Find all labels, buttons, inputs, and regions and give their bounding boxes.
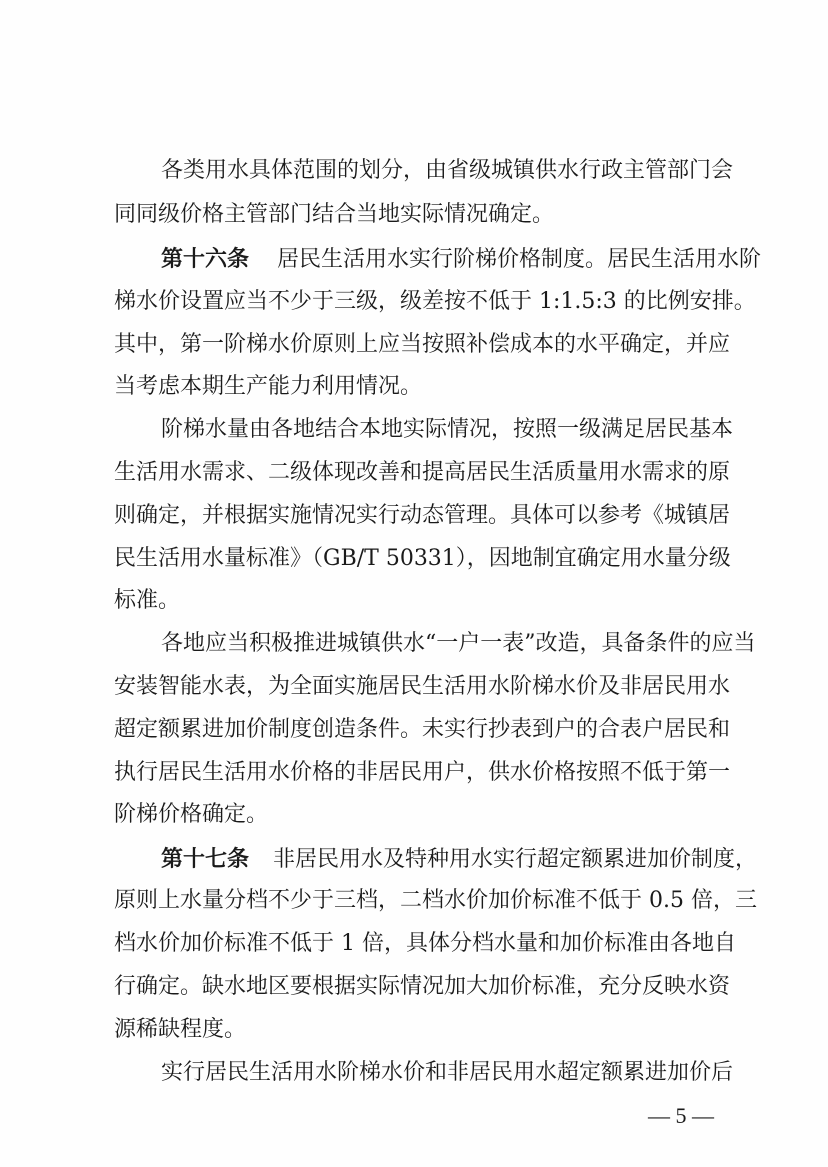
article-17-line-4: 行确定。缺水地区要根据实际情况加大加价标准，充分反映水资	[114, 974, 731, 999]
article-16-heading: 第十六条	[161, 246, 250, 272]
paragraph-4-line-2: 安装智能水表，为全面实施居民生活用水阶梯水价及非居民用水	[114, 674, 731, 699]
article-16-line-1	[161, 246, 762, 272]
paragraph-4-line-4: 执行居民生活用水价格的非居民用户，供水价格按照不低于第一	[114, 760, 731, 785]
paragraph-4-line-5: 阶梯价格确定。	[114, 802, 269, 827]
article-17-line-3: 档水价加价标准不低于 1 倍，具体分档水量和加价标准由各地自	[114, 931, 736, 956]
paragraph-1-line-1: 各类用水具体范围的划分，由省级城镇供水行政主管部门会	[161, 158, 734, 183]
paragraph-6-line-1: 实行居民生活用水阶梯水价和非居民用水超定额累进加价后	[161, 1060, 734, 1085]
paragraph-1-line-2: 同同级价格主管部门结合当地实际情况确定。	[114, 202, 555, 227]
article-16-text-1: 居民生活用水实行阶梯价格制度。居民生活用水阶	[277, 247, 762, 272]
paragraph-4-line-3: 超定额累进加价制度创造条件。未实行抄表到户的合表户居民和	[114, 717, 731, 742]
article-16-line-4: 当考虑本期生产能力利用情况。	[114, 374, 423, 399]
paragraph-3-line-2: 生活用水需求、二级体现改善和提高居民生活质量用水需求的原	[114, 460, 731, 485]
article-17-line-5: 源稀缺程度。	[114, 1017, 247, 1042]
article-17-heading: 第十七条	[161, 846, 250, 872]
article-16-line-3: 其中，第一阶梯水价原则上应当按照补偿成本的水平确定，并应	[114, 332, 731, 357]
page-number: — 5 —	[648, 1103, 714, 1128]
paragraph-3-line-1: 阶梯水量由各地结合本地实际情况，按照一级满足居民基本	[161, 417, 734, 442]
paragraph-3-line-5: 标准。	[114, 588, 181, 613]
paragraph-3-line-3: 则确定，并根据实施情况实行动态管理。具体可以参考《城镇居	[114, 503, 731, 528]
article-17-line-1	[161, 846, 758, 872]
article-17-line-2: 原则上水量分档不少于三档，二档水价加价标准不低于 0.5 倍，三	[114, 888, 757, 913]
paragraph-4-line-1: 各地应当积极推进城镇供水“一户一表”改造，具备条件的应当	[161, 631, 756, 656]
article-17-text-1: 非居民用水及特种用水实行超定额累进加价制度，	[273, 847, 758, 872]
article-16-line-2: 梯水价设置应当不少于三级，级差按不低于 1:1.5:3 的比例安排。	[114, 289, 756, 314]
paragraph-3-line-4: 民生活用水量标准》（GB/T 50331），因地制宜确定用水量分级	[114, 546, 731, 571]
